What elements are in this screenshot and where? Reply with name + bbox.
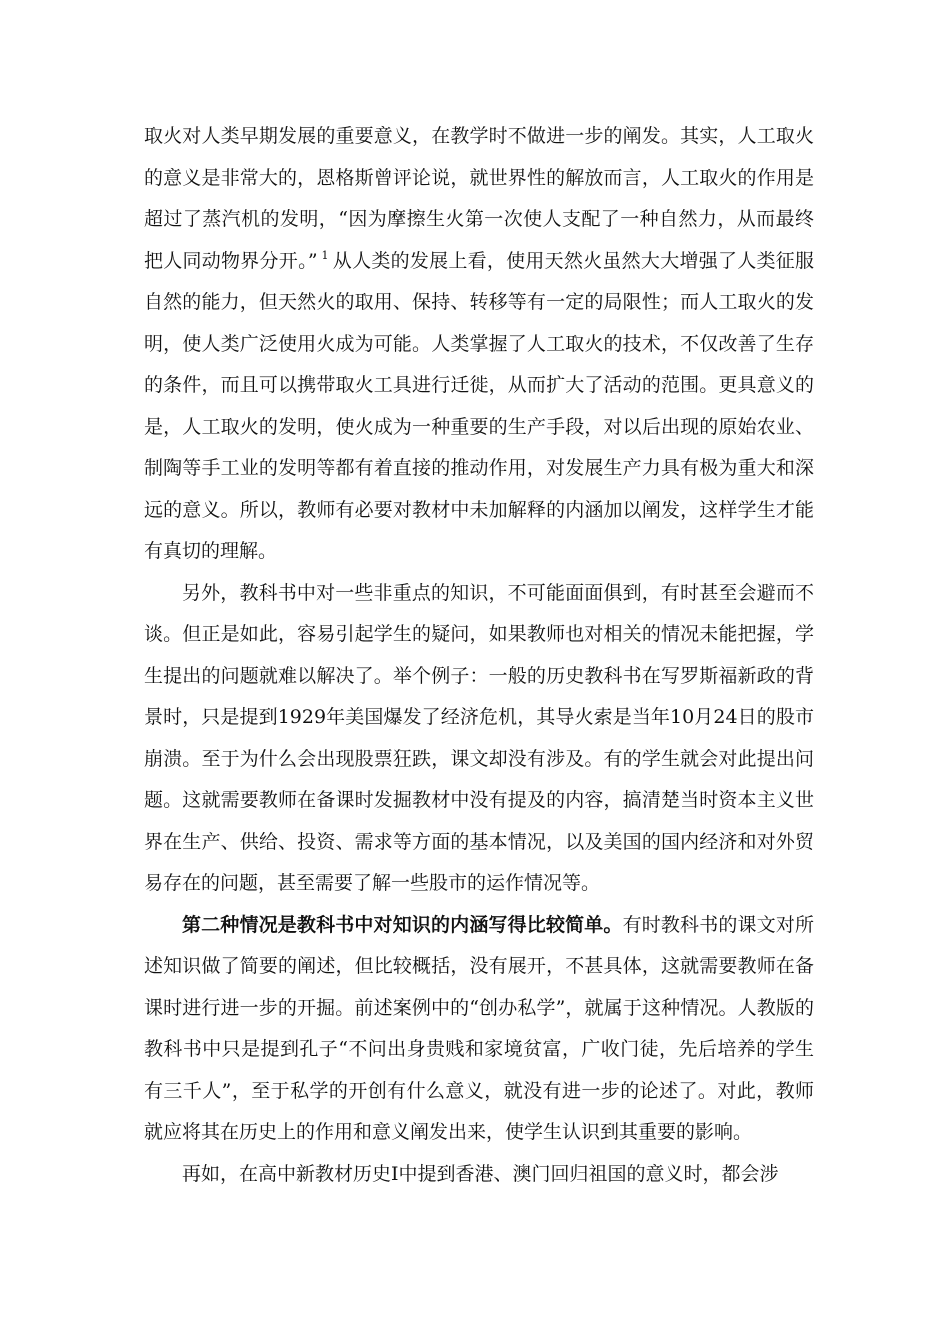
paragraph-textbook-gaps-text: 另外，教科书中对一些非重点的知识，不可能面面俱到，有时甚至会避而不谈。但正是如此，容易引起学生的疑问，如果教师也对相关的情况未能把握，学生提出的问题就难以解决了。举个例子：一般的历史教科书在写罗斯福新政的背景时，只是提到1929年美国爆发了经济危机，其导火索是当年10月24日的股市崩溃。至于为什么会出现股票狂跌，课文却没有涉及。有的学生就会对此提出问题。这就需要教师在备课时发掘教材中没有提及的内容，搞清楚当时资本主义世界在生产、供给、投资、需求等方面的基本情况，以及美国的国内经济和对外贸易存在的问题，甚至需要了解一些股市的运作情况等。 <box>144 581 814 894</box>
footnote-mark: 1 <box>321 249 329 263</box>
paragraph-textbook-gaps <box>144 573 814 905</box>
paragraph-second-case-text: 有时教科书的课文对所述知识做了简要的阐述，但比较概括，没有展开，不甚具体，这就需要教师在备课时进行进一步的开掘。前述案例中的“创办私学”，就属于这种情况。人教版的教科书中只是提到孔子“不问出身贵贱和家境贫富，广收门徒，先后培养的学生有三千人”，至于私学的开创有什么意义，就没有进一步的论述了。对此，教师就应将其在历史上的作用和意义阐发出来，使学生认识到其重要的影响。 <box>144 913 814 1143</box>
paragraph-second-case-heading: 第二种情况是教科书中对知识的内涵写得比较简单。 <box>182 913 623 936</box>
body-text <box>144 116 814 1195</box>
paragraph-fire <box>144 116 814 573</box>
paragraph-fire-text-a: 取火对人类早期发展的重要意义，在教学时不做进一步的阐发。其实，人工取火的意义是非常大的，恩格斯曾评论说，就世界性的解放而言，人工取火的作用是超过了蒸汽机的发明，“因为摩擦生火第一次使人支配了一种自然力，从而最终把人同动物界分开。” <box>144 125 814 272</box>
paragraph-hongkong-macau <box>144 1154 814 1196</box>
paragraph-fire-text-b: 从人类的发展上看，使用天然火虽然大大增强了人类征服自然的能力，但天然火的取用、保持、转移等有一定的局限性；而人工取火的发明，使人类广泛使用火成为可能。人类掌握了人工取火的技术，不仅改善了生存的条件，而且可以携带取火工具进行迁徙，从而扩大了活动的范围。更具意义的是，人工取火的发明，使火成为一种重要的生产手段，对以后出现的原始农业、制陶等手工业的发明等都有着直接的推动作用，对发展生产力具有极为重大和深远的意义。所以，教师有必要对教材中未加解释的内涵加以阐发，这样学生才能有真切的理解。 <box>144 249 814 562</box>
paragraph-hongkong-macau-text: 再如，在高中新教材历史Ⅰ中提到香港、澳门回归祖国的意义时，都会涉 <box>182 1162 779 1185</box>
paragraph-second-case <box>144 905 814 1154</box>
